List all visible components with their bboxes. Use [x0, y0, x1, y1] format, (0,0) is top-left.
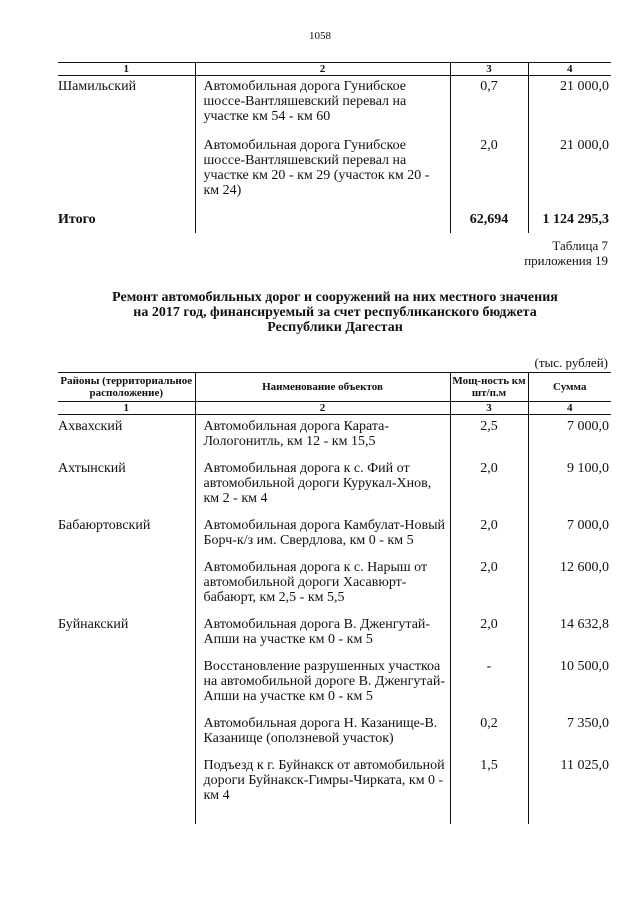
district-cell: Шамильский [58, 79, 137, 94]
district-cell [58, 560, 195, 617]
power-cell: 0,2 [450, 716, 528, 758]
header-objects: Наименование объектов [195, 373, 450, 402]
header-sum: Сумма [528, 373, 611, 402]
object-cell: Автомобильная дорога В. Дженгутай-Апши на участке км 0 - км 5 [195, 617, 450, 659]
title-line-3: Республики Дагестан [267, 320, 403, 335]
table-row [58, 518, 611, 560]
district-cell [58, 138, 195, 212]
object-cell: Восстановление разрушенных участкоа на автомобильной дороге В. Дженгутай-Апши на участке км 0 - км 5 [195, 659, 450, 716]
title-line-1: Ремонт автомобильных дорог и сооружений на них местного значения [112, 290, 558, 305]
caption-appendix: приложения 19 [524, 253, 608, 268]
header-row [58, 373, 611, 402]
power-cell: 1,5 [450, 758, 528, 824]
table-row [58, 560, 611, 617]
district-cell [58, 758, 195, 824]
table-row [58, 758, 611, 824]
district-cell: Буйнакский [58, 617, 129, 632]
power-cell: 2,0 [450, 560, 528, 617]
table-row [58, 716, 611, 758]
sum-cell: 10 500,0 [528, 659, 611, 716]
table-title [60, 290, 610, 335]
road-repair-table [58, 372, 611, 824]
power-cell: 2,5 [450, 415, 528, 462]
table-row [58, 76, 611, 139]
header-power: Мощ-ность км шт/п.м [450, 373, 528, 402]
total-sum: 1 124 295,3 [528, 212, 611, 233]
sum-cell: 12 600,0 [528, 560, 611, 617]
object-cell: Автомобильная дорога Карата-Лологонитль, км 12 - км 15,5 [195, 415, 450, 462]
col-number-4: 4 [528, 63, 611, 76]
power-cell: 2,0 [450, 138, 528, 212]
district-cell [58, 659, 195, 716]
table-row [58, 617, 611, 659]
page-number: 1058 [309, 30, 331, 42]
sum-cell: 11 025,0 [528, 758, 611, 824]
col-number-1: 1 [58, 402, 195, 415]
table-row [58, 659, 611, 716]
sum-cell: 7 000,0 [528, 415, 611, 462]
district-cell: Ахтынский [58, 461, 126, 476]
table-caption [524, 238, 608, 268]
header-districts: Районы (территориальное расположение) [58, 373, 195, 402]
power-cell: - [450, 659, 528, 716]
col-number-1: 1 [58, 63, 195, 76]
col-number-2: 2 [195, 402, 450, 415]
continuation-table [58, 62, 611, 233]
caption-table-number: Таблица 7 [552, 238, 608, 253]
power-cell: 2,0 [450, 617, 528, 659]
power-cell: 0,7 [450, 76, 528, 139]
col-number-2: 2 [195, 63, 450, 76]
power-cell: 2,0 [450, 518, 528, 560]
object-cell: Автомобильная дорога к с. Нарыш от автомобильной дороги Хасавюрт-бабаюрт, км 2,5 - км 5,5 [195, 560, 450, 617]
col-number-4: 4 [528, 402, 611, 415]
object-cell: Автомобильная дорога Камбулат-Новый Борч-к/з им. Свердлова, км 0 - км 5 [195, 518, 450, 560]
col-number-3: 3 [450, 402, 528, 415]
object-cell: Автомобильная дорога Н. Казанище-В. Казанище (оползневой участок) [195, 716, 450, 758]
sum-cell: 21 000,0 [528, 76, 611, 139]
district-cell: Бабаюртовский [58, 518, 151, 533]
table-row [58, 461, 611, 518]
table-row [58, 138, 611, 212]
object-cell: Автомобильная дорога к с. Фий от автомобильной дороги Курукал-Хнов, км 2 - км 4 [195, 461, 450, 518]
district-cell: Ахвахский [58, 419, 123, 434]
power-cell: 2,0 [450, 461, 528, 518]
table-row [58, 415, 611, 462]
total-row [58, 212, 611, 233]
sum-cell: 9 100,0 [528, 461, 611, 518]
title-line-2: на 2017 год, финансируемый за счет республиканского бюджета [133, 305, 537, 320]
object-cell: Подъезд к г. Буйнакск от автомобильной дороги Буйнакск-Гимры-Чирката, км 0 - км 4 [195, 758, 450, 824]
sum-cell: 7 000,0 [528, 518, 611, 560]
total-power: 62,694 [450, 212, 528, 233]
units-label: (тыс. рублей) [534, 355, 608, 370]
sum-cell: 7 350,0 [528, 716, 611, 758]
object-cell: Автомобильная дорога Гунибское шоссе-Вантляшевский перевал на участке км 54 - км 60 [195, 76, 450, 139]
sum-cell: 21 000,0 [528, 138, 611, 212]
total-label: Итого [58, 212, 96, 227]
col-number-3: 3 [450, 63, 528, 76]
object-cell: Автомобильная дорога Гунибское шоссе-Вантляшевский перевал на участке км 20 - км 29 (участок км 20 - км 24) [195, 138, 450, 212]
district-cell [58, 716, 195, 758]
sum-cell: 14 632,8 [528, 617, 611, 659]
